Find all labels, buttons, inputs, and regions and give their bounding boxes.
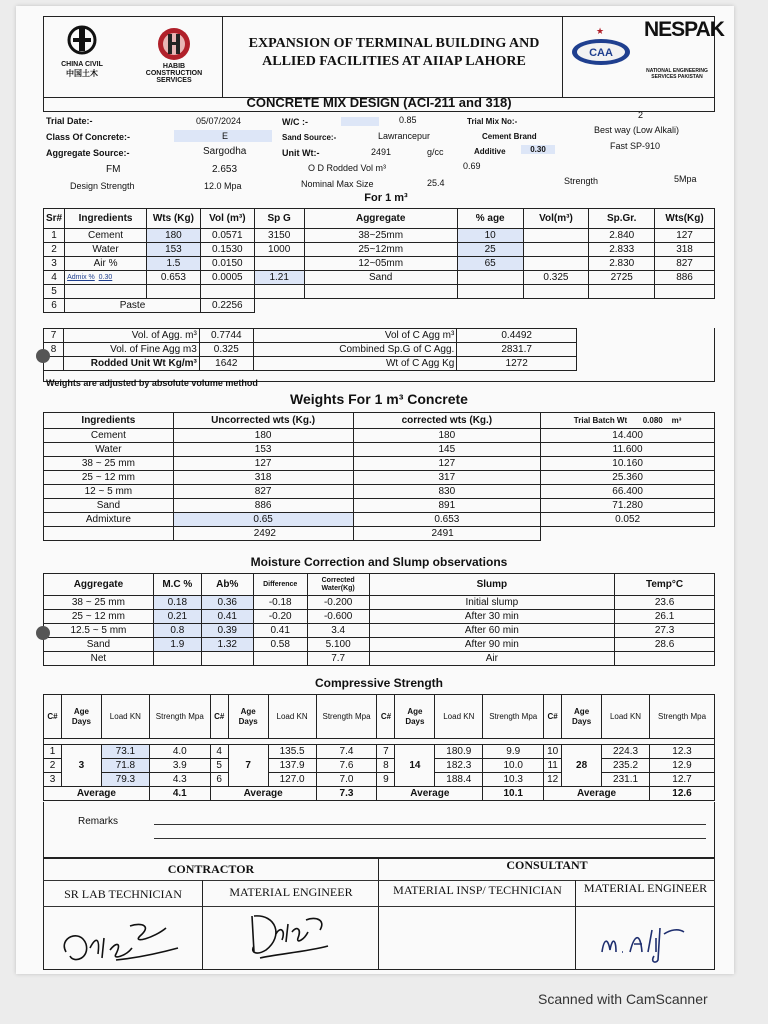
aggregate-source: Sargodha bbox=[203, 146, 247, 157]
table-row: Admixture 0.65 0.653 0.052 bbox=[44, 513, 715, 527]
table-row: 1 3 73.1 4.0 4 7 135.5 7.4 7 14 180.9 9.9 10 28 224.3 12.3 bbox=[44, 745, 715, 759]
for-1m3-heading: For 1 m³ bbox=[364, 192, 408, 204]
table-row: Cement 180 180 14.400 bbox=[44, 429, 715, 443]
od-rodded-vol: 0.69 bbox=[463, 161, 481, 171]
fineness-modulus: 2.653 bbox=[212, 164, 238, 175]
average-7-days: 7.3 bbox=[316, 787, 377, 801]
mix-design-title: CONCRETE MIX DESIGN (ACI-211 and 318) bbox=[246, 95, 512, 110]
consultant-heading: CONSULTANT bbox=[506, 858, 588, 872]
table-row: Sand 886 891 71.280 bbox=[44, 499, 715, 513]
signature-sr-lab-technician bbox=[56, 908, 186, 966]
contractor-heading: CONTRACTOR bbox=[167, 862, 255, 876]
cement-brand: Best way (Low Alkali) bbox=[594, 125, 680, 135]
table-row: 38 ~ 25 mm 127 127 10.160 bbox=[44, 457, 715, 471]
wc-ratio: 0.85 bbox=[399, 115, 417, 125]
table-row: 5 bbox=[44, 285, 715, 299]
average-28-days: 12.6 bbox=[650, 787, 715, 801]
table-row: 3 79.3 4.3 6 127.0 7.0 9 188.4 10.3 12 231.1 12.7 bbox=[44, 773, 715, 787]
table-row bbox=[44, 527, 715, 541]
additive-value: 0.30 bbox=[521, 145, 555, 154]
concrete-class: E bbox=[222, 131, 229, 141]
table-row: 1 Cement 180 0.0571 3150 38~25mm 10 2.840 127 bbox=[44, 229, 715, 243]
china-civil-logo bbox=[62, 24, 102, 60]
table-row: 38 ~ 25 mm 0.18 0.36 -0.18 -0.200 Initial slump 23.6 bbox=[44, 596, 715, 610]
moisture-table: Aggregate M.C % Ab% Difference Corrected Water(Kg) Slump Temp°C 38 ~ 25 mm 0.18 0.36 -0.18 -0.200 Initial slump 23.6 25 ~ 12 mm 0.21 0.41 -0.20 -0.600 After 30 min 26.1 12.5 ~ 5 mm 0.8 0.39 0.41 3.4 After 60 min 27.3 Sand 1.9 1.32 0.58 5.100 After 90 min 28.6 Net 7.7 Air bbox=[43, 573, 715, 666]
design-strength: 12.0 Mpa bbox=[204, 181, 242, 191]
nespak-text: NATIONAL ENGINEERING SERVICES PAKISTAN bbox=[646, 68, 708, 80]
china-civil-text: CHINA CIVIL bbox=[61, 61, 103, 68]
table-row: 25 ~ 12 mm 0.21 0.41 -0.20 -0.600 After 30 min 26.1 bbox=[44, 610, 715, 624]
table-row: Net 7.7 Air bbox=[44, 652, 715, 666]
mix-design-table: Sr# Ingredients Wts (Kg) Vol (m³) Sp G Aggregate % age Vol(m³) Sp.Gr. Wts(Kg) 1 Cement 180 0.0571 3150 38~25mm 10 2.840 127 2 Water 153 0.1530 1000 25~12mm 25 2.833 318 3 Air % 1.5 0.0150 12~05mm 65 2.830 827 4 Admix % 0.30 0.653 0.0005 1.21 Sand 0.325 2725 886 5 6 Paste 0.2256 bbox=[43, 208, 715, 313]
table-row: Average 4.1 Average 7.3 Average 10.1 Average 12.6 bbox=[44, 787, 715, 801]
punch-hole bbox=[36, 626, 50, 640]
adjustment-note: Weights are adjusted by absolute volume method bbox=[46, 378, 258, 388]
material-insp-technician-label: MATERIAL INSP/ TECHNICIAN bbox=[393, 883, 562, 897]
table-row: Sand 1.9 1.32 0.58 5.100 After 90 min 28.6 bbox=[44, 638, 715, 652]
table-row: 25 ~ 12 mm 318 317 25.360 bbox=[44, 471, 715, 485]
remarks-box bbox=[43, 802, 715, 858]
table-row: 6 Paste 0.2256 bbox=[44, 299, 715, 313]
signature-material-engineer-contractor bbox=[236, 906, 346, 962]
table-row: 2 Water 153 0.1530 1000 25~12mm 25 2.833 318 bbox=[44, 243, 715, 257]
signature-material-engineer-consultant bbox=[594, 912, 694, 964]
weights-table: Ingredients Uncorrected wts (Kg.) corrected wts (Kg.) Trial Batch Wt 0.080 m³ Cement 180 180 14.400 Water 153 145 11.600 38 ~ 25 mm 127 127 10.160 25 ~ 12 mm 318 317 25.360 12 ~ 5 mm 827 830 66.400 Sand 886 891 71.280 Admixture 0.65 0.653 0.052 2492 2491 bbox=[43, 412, 715, 541]
weights-title: Weights For 1 m³ Concrete bbox=[290, 391, 468, 407]
material-engineer-contractor-label: MATERIAL ENGINEER bbox=[229, 885, 353, 899]
table-row: Water 153 145 11.600 bbox=[44, 443, 715, 457]
table-row: 4 Admix % 0.30 0.653 0.0005 1.21 Sand 0.325 2725 886 bbox=[44, 271, 715, 285]
table-row: 12.5 ~ 5 mm 0.8 0.39 0.41 3.4 After 60 min 27.3 bbox=[44, 624, 715, 638]
average-14-days: 10.1 bbox=[483, 787, 544, 801]
average-3-days: 4.1 bbox=[149, 787, 210, 801]
material-engineer-consultant-label: MATERIAL ENGINEER bbox=[583, 881, 708, 895]
china-civil-chinese: 中国土木 bbox=[66, 69, 98, 78]
table-row: 7 Vol. of Agg. m³ 0.7744 Vol of C Agg m³ 0.4492 bbox=[44, 329, 577, 343]
project-title-line2: ALLIED FACILITIES AT AIIAP LAHORE bbox=[262, 54, 526, 69]
total-corrected: 2491 bbox=[353, 527, 541, 541]
compressive-title: Compressive Strength bbox=[314, 676, 444, 690]
table-row: 3 Air % 1.5 0.0150 12~05mm 65 2.830 827 bbox=[44, 257, 715, 271]
sand-source: Lawrancepur bbox=[378, 131, 431, 141]
nominal-max-size: 25.4 bbox=[427, 178, 445, 188]
nespak-logo: NESPAK bbox=[644, 18, 724, 41]
unit-weight: 2491 bbox=[371, 147, 392, 157]
table-row: 12 ~ 5 mm 827 830 66.400 bbox=[44, 485, 715, 499]
total-uncorrected: 2492 bbox=[173, 527, 353, 541]
table-row: Rodded Unit Wt Kg/m³ 1642 Wt of C Agg Kg 1272 bbox=[44, 357, 577, 371]
star-icon: ★ bbox=[596, 26, 605, 36]
compressive-table: C# Age Days Load KN Strength Mpa C# Age Days Load KN Strength Mpa C# Age Days Load KN Strength Mpa C# Age Days Load KN Strength Mpa 1 3 73.1 4.0 4 7 135.5 7.4 7 14 180.9 9.9 10 28 224.3 12.3 2 71.8 3.9 5 137.9 7.6 8 182.3 10.0 11 235.2 12.9 3 79.3 4.3 6 127.0 7.0 9 188.4 10.3 12 231.1 12.7 Average 4.1 Average 7.3 Average 10.1 Average 12.6 bbox=[43, 694, 715, 801]
moisture-title: Moisture Correction and Slump observations bbox=[250, 555, 508, 569]
punch-hole bbox=[36, 349, 50, 363]
strength-margin: 5Mpa bbox=[674, 174, 697, 184]
table-row: 8 Vol. of Fine Agg m3 0.325 Combined Sp.G of C Agg. 2831.7 bbox=[44, 343, 577, 357]
sr-lab-technician-label: SR LAB TECHNICIAN bbox=[64, 887, 182, 901]
caa-logo bbox=[571, 38, 631, 66]
camscanner-watermark: Scanned with CamScanner bbox=[538, 991, 708, 1007]
habib-logo bbox=[156, 26, 192, 62]
document-page: CHINA CIVIL 中国土木 HABIB CONSTRUCTION SERVICES EXPANSION OF TERMINAL BUILDING AND ALLIED FACILITIES AT AIIAP LAHORE CAA ★ NESPAK NATIONAL ENGINEERING SERVICES PAKISTAN CONCRETE MIX DESIGN (ACI-211 and 318) Trial Date:- 05/07/2024 W/C :- 0.85 Trial Mix No:- 2 Class Of Concrete:- E Sand Source:- Lawrancepur Cement Brand Best way (Low Alkali) Aggregate Source:- Sargodha Unit Wt:- 2491 g/cc Additive 0.30 Fast SP-910 FM 2.653 O D Rodded Vol m³ 0.69 Design Strength 12.0 Mpa Nominal Max Size 25.4 Strength 5Mpa For 1 m³ Sr# Ingredients Wts (Kg) Vol (m³) Sp G Aggregate % age Vol(m³) Sp.Gr. Wts(Kg) 1 Cement 180 0.0571 3150 38~25mm 10 2.840 127 2 Water 153 0.1530 1000 25~12mm 25 2.833 318 3 Air % 1.5 0.0150 12~05mm 65 2.830 827 4 Admix % 0.30 0.653 0.0005 1.21 Sand 0.325 2725 886 5 6 Paste 0.2256 7 Vol. of Agg. m³ 0.7744 Vol of C Agg m³ 0.4492 8 Vol. of Fine Agg m3 0.325 Combined Sp.G of C Agg. 2831.7 Rodded Unit Wt Kg/m³ 1642 Wt of C Agg Kg 1272 Weights are adjusted by absolute volume method Weights For 1 m³ Concrete Ingredients Uncorrected wts (Kg.) corrected wts (Kg.) Trial Batch Wt 0.080 m³ Cement 180 180 14.400 Water 153 145 11.600 38 ~ 25 mm 127 127 10.160 25 ~ 12 mm 318 317 25.360 12 ~ 5 mm 827 830 66.400 Sand 886 891 71.280 Admixture 0.65 0.653 0.052 2492 2491 Moisture Correction and Slump observations Aggregate M.C % Ab% Difference Corrected Water(Kg) Slump Temp°C 38 ~ 25 mm 0.18 0.36 -0.18 -0.200 Initial slump 23.6 25 ~ 12 mm 0.21 0.41 -0.20 -0.600 After 30 min 26.1 12.5 ~ 5 mm 0.8 0.39 0.41 3.4 After 60 min 27.3 Sand 1.9 1.32 0.58 5.100 After 90 min 28.6 Net 7.7 Air Compressive Strength C# Age Days Load KN Strength Mpa C# Age Days Load KN Strength Mpa C# Age Days Load KN Strength Mpa C# Age Days Load KN Strength Mpa 1 3 73.1 4.0 4 7 135.5 7.4 7 14 180.9 9.9 10 28 224.3 12.3 2 71.8 3.9 5 137.9 7.6 8 182.3 10.0 11 235.2 12.9 3 79.3 4.3 6 127.0 7.0 9 188.4 10.3 12 231.1 12.7 Average 4.1 Average 7.3 Average 10.1 Average 12.6 Remarks CONTRACTOR CONSULTANT SR LAB TECHNICIAN MATERIAL ENGINEER MATERIAL INSP/ TECHNICIAN MATERIAL ENGINEER bbox=[16, 6, 734, 974]
remarks-label: Remarks bbox=[78, 816, 119, 827]
project-title-line1: EXPANSION OF TERMINAL BUILDING AND bbox=[248, 36, 540, 51]
habib-text: HABIB CONSTRUCTION SERVICES bbox=[145, 63, 203, 84]
table-row: 2 71.8 3.9 5 137.9 7.6 8 182.3 10.0 11 235.2 12.9 bbox=[44, 759, 715, 773]
additive-name: Fast SP-910 bbox=[610, 141, 661, 151]
trial-date: 05/07/2024 bbox=[196, 116, 242, 126]
svg-text:CAA: CAA bbox=[589, 47, 613, 59]
trial-mix-no: 2 bbox=[638, 110, 644, 120]
